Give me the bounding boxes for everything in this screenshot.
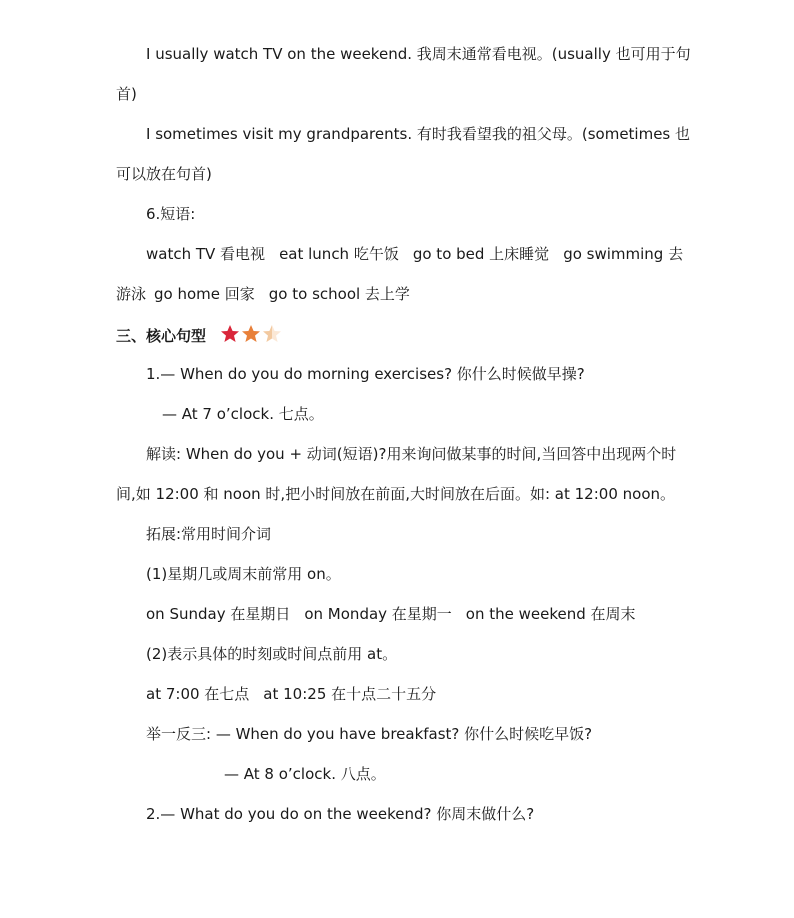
phrase-item: go to school 去上学 bbox=[268, 285, 410, 303]
sentence-answer: — At 7 o’clock. 七点。 bbox=[162, 405, 324, 423]
phrase-item: watch TV 看电视 bbox=[146, 245, 266, 263]
text-line: (1)星期几或周末前常用 on。 bbox=[146, 565, 341, 583]
sentence-question: 1.— When do you do morning exercises? 你什么时候做早操? bbox=[146, 365, 585, 383]
text-line: I usually watch TV on the weekend. 我周末通常看电视。(usually 也可用于句 bbox=[146, 45, 691, 63]
phrase-item: go swimming 去 bbox=[563, 245, 684, 263]
text-line: I sometimes visit my grandparents. 有时我看望我的祖父母。(sometimes 也 bbox=[146, 125, 691, 143]
phrase-item: on Sunday 在星期日 bbox=[146, 605, 291, 623]
text-line: 拓展:常用时间介词 bbox=[146, 525, 272, 543]
text-line: 可以放在句首) bbox=[116, 165, 212, 183]
section-heading bbox=[116, 324, 282, 346]
phrase-line bbox=[146, 604, 636, 624]
phrase-item: 游泳 bbox=[116, 285, 147, 303]
heading-text: 三、核心句型 bbox=[116, 327, 207, 345]
star-icon bbox=[263, 325, 281, 342]
text-line: 间,如 12:00 和 noon 时,把小时间放在前面,大时间放在后面。如: at 12:00 noon。 bbox=[116, 485, 676, 503]
phrase-line bbox=[146, 244, 683, 264]
star-rating-icon bbox=[220, 324, 282, 344]
text-line: (2)表示具体的时刻或时间点前用 at。 bbox=[146, 645, 398, 663]
phrase-item: go home 回家 bbox=[154, 285, 255, 303]
phrase-item: at 7:00 在七点 bbox=[146, 685, 250, 703]
phrase-item: go to bed 上床睡觉 bbox=[412, 245, 550, 263]
sentence-question: 2.— What do you do on the weekend? 你周末做什么? bbox=[146, 805, 535, 823]
phrase-item: on the weekend 在周末 bbox=[465, 605, 636, 623]
text-line: 解读: When do you + 动词(短语)?用来询问做某事的时间,当回答中出现两个时 bbox=[146, 445, 677, 463]
phrase-item: eat lunch 吃午饭 bbox=[279, 245, 399, 263]
sentence-question: 举一反三: — When do you have breakfast? 你什么时候吃早饭? bbox=[146, 725, 593, 743]
section-label: 6.短语: bbox=[146, 205, 196, 223]
sentence-answer: — At 8 o’clock. 八点。 bbox=[224, 765, 386, 783]
star-icon bbox=[221, 325, 239, 342]
star-rating bbox=[220, 324, 282, 344]
phrase-item: at 10:25 在十点二十五分 bbox=[263, 685, 437, 703]
phrase-item: on Monday 在星期一 bbox=[304, 605, 452, 623]
phrase-line bbox=[116, 284, 410, 304]
star-icon bbox=[242, 325, 260, 342]
text-line: 首) bbox=[116, 85, 137, 103]
phrase-line bbox=[146, 684, 436, 704]
